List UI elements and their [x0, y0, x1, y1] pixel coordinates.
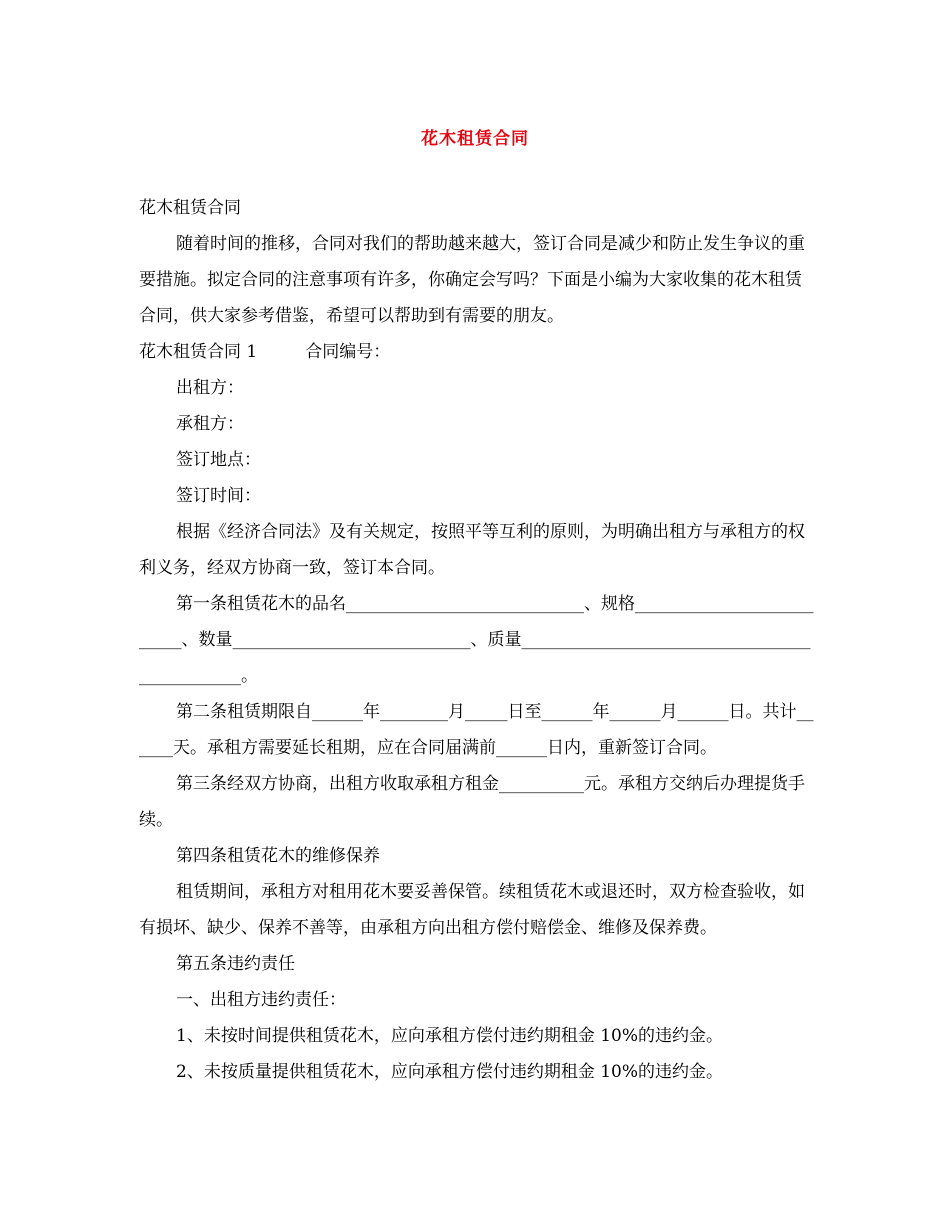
lessee-field: 承租方：: [176, 414, 244, 434]
article-3-paragraph: 第三条经双方协商，出租方收取承租方租金__________元。承租方交纳后办理提货手续。: [139, 774, 805, 830]
lessor-liability-heading: 一、出租方违约责任：: [176, 990, 346, 1010]
liability-item-1: 1、未按时间提供租赁花木，应向承租方偿付违约期租金 10%的违约金。: [176, 1026, 724, 1046]
heading-paragraph: 花木租赁合同: [139, 198, 241, 218]
intro-paragraph: 随着时间的推移，合同对我们的帮助越来越大，签订合同是减少和防止发生争议的重要措施。拟定合同的注意事项有许多，你确定会写吗？下面是小编为大家收集的花木租赁合同，供大家参考借鉴，希望可以帮助到有需要的朋友。: [139, 234, 805, 326]
lessor-field: 出租方：: [176, 378, 244, 398]
preamble-paragraph: 根据《经济合同法》及有关规定，按照平等互利的原则，为明确出租方与承租方的权利义务，经双方协商一致，签订本合同。: [139, 522, 805, 578]
document-body: [139, 190, 815, 1090]
contract-name: 花木租赁合同 1: [139, 342, 258, 362]
article-5-heading: 第五条违约责任: [176, 954, 295, 974]
article-4-heading: 第四条租赁花木的维修保养: [176, 846, 380, 866]
contract-heading-line: [139, 334, 815, 370]
signing-place-field: 签订地点：: [176, 450, 261, 470]
document-title: 花木租赁合同: [421, 129, 529, 149]
article-2-paragraph: 第二条租赁期限自______年________月_____日至______年______月______日。共计______天。承租方需要延长租期，应在合同届满前______日内，重新签订合同。: [139, 702, 814, 758]
liability-item-2: 2、未按质量提供租赁花木，应向承租方偿付违约期租金 10%的违约金。: [176, 1062, 724, 1082]
contract-number-label: 合同编号：: [305, 342, 391, 362]
article-1-paragraph: 第一条租赁花木的品名____________________________、规格__________________________、数量____________________________、质量______________________________________________。: [139, 594, 814, 686]
signing-time-field: 签订时间：: [176, 486, 261, 506]
article-4-paragraph: 租赁期间，承租方对租用花木要妥善保管。续租赁花木或退还时，双方检查验收，如有损坏、缺少、保养不善等，由承租方向出租方偿付赔偿金、维修及保养费。: [139, 882, 805, 938]
